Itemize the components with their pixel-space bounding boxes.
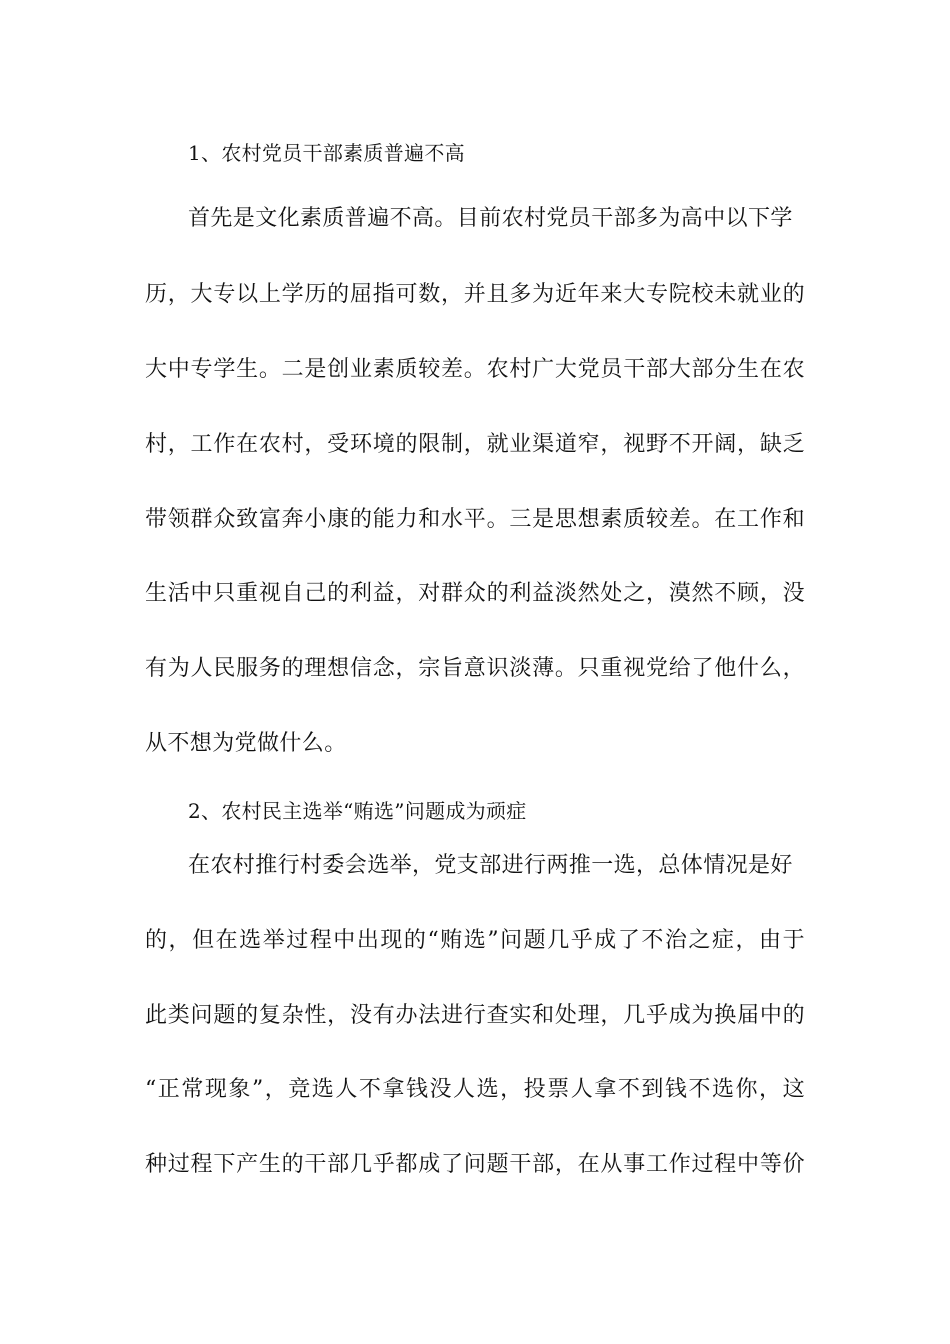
paragraph-line: “正常现象”，竞选人不拿钱没人选，投票人拿不到钱不选你，这 xyxy=(145,1077,805,1102)
paragraph-line: 有为人民服务的理想信念，宗旨意识淡薄。只重视党给了他什么， xyxy=(145,656,805,681)
paragraph-line: 的，但在选举过程中出现的“贿选”问题几乎成了不治之症，由于 xyxy=(145,928,805,953)
paragraph-line: 历，大专以上学历的屈指可数，并且多为近年来大专院校未就业的 xyxy=(145,282,805,307)
paragraph-line: 在农村推行村委会选举，党支部进行两推一选，总体情况是好 xyxy=(188,853,793,878)
paragraph-line: 此类问题的复杂性，没有办法进行查实和处理，几乎成为换届中的 xyxy=(145,1003,805,1028)
paragraph-line: 带领群众致富奔小康的能力和水平。三是思想素质较差。在工作和 xyxy=(145,507,805,532)
paragraph-line: 村，工作在农村，受环境的限制，就业渠道窄，视野不开阔，缺乏 xyxy=(145,432,805,457)
paragraph-line: 从不想为党做什么。 xyxy=(145,731,347,756)
paragraph-line: 大中专学生。二是创业素质较差。农村广大党员干部大部分生在农 xyxy=(145,357,805,382)
paragraph-line: 生活中只重视自己的利益，对群众的利益淡然处之，漠然不顾，没 xyxy=(145,581,805,606)
section-heading-1: 1、农村党员干部素质普遍不高 xyxy=(188,141,465,165)
paragraph-line: 首先是文化素质普遍不高。目前农村党员干部多为高中以下学 xyxy=(188,206,793,231)
paragraph-line: 种过程下产生的干部几乎都成了问题干部，在从事工作过程中等价 xyxy=(145,1152,805,1177)
section-heading-2: 2、农村民主选举“贿选”问题成为顽症 xyxy=(188,799,527,823)
